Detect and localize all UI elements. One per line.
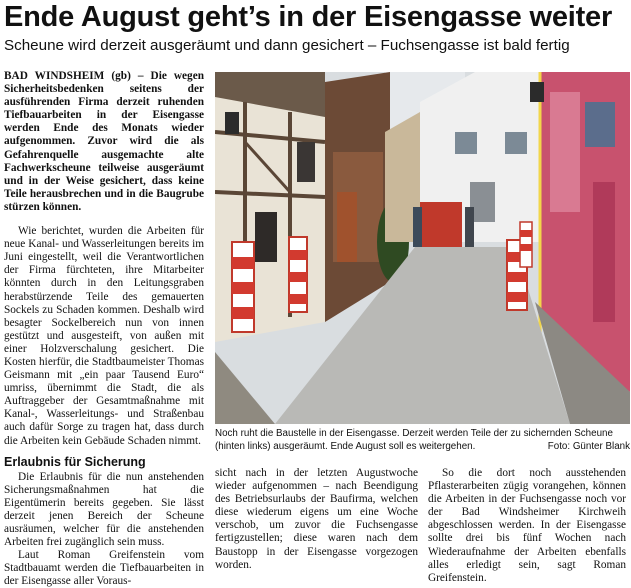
article-subheading: Erlaubnis für Sicherung xyxy=(4,454,146,469)
article-paragraph: sicht nach in der letzten Augustwoche wieder aufgenommen – nach Beendigung des Betriebsurlaubs der Baufirma, welchen diese wiederum eigens um eine Woche verschob, um zuvor die Fuchsengasse fertigzustellen; diese waren nach dem Baustopp in der Eisengasse vorgezogen worden. xyxy=(215,467,418,571)
photo-caption xyxy=(215,428,630,454)
article-paragraph: Laut Roman Greifenstein vom Stadtbauamt werden die Tiefbauarbeiten in der Eisengasse aller Voraus- xyxy=(4,549,204,588)
article-paragraph: So die dort noch ausstehenden Pflasterarbeiten zügig vorangehen, können die Arbeiten in der Fuchsengasse noch vor der Bad Windsheimer Kirchweih abgeschlossen werden. In der Eisengasse sollte drei bis fünf Wochen nach Wiederaufnahme der Arbeiten ebenfalls alles erledigt sein, sagt Roman Greifenstein. xyxy=(428,467,626,584)
photo-credit: Foto: Günter Blank xyxy=(547,440,630,452)
article-paragraph: Die Erlaubnis für die nun anstehenden Sicherungsmaßnahmen hat die Eigentümerin bereits gegeben. Sie lässt derzeit jenen Bereich der Scheune ausräumen, welcher für die anstehenden Arbeiten frei zugänglich sein muss. xyxy=(4,470,204,549)
article-paragraph: Wie berichtet, wurden die Arbeiten für neue Kanal- und Wasserleitungen bereits im Juni eingestellt, weil die Verantwortlichen der Firma fürchteten, ihre Mitarbeiter könnten durch in den Leitungsgraben herabstürzende Teile des gemauerten Sockels zu Schaden kommen. Deshalb wird besagter Sockelbereich nun von innen gestützt und ausgesteift, von außen mit einer Holzverschalung gesichert. Die Kosten hierfür, die Stadtbaumeister Thomas Geismann mit „ein paar Tausend Euro“ umriss, übernimmt die Stadt, die als Auftraggeber der Gesamtmaßnahme mit Kanal-, Wasserleitungs- und Straßenbau auch dafür Sorge zu tragen hat, dass durch die Arbeiten kein Gebäude Schaden nimmt. xyxy=(4,225,204,447)
text-column-1 xyxy=(4,70,204,588)
text-column-3 xyxy=(428,467,626,585)
article-headline: Ende August geht’s in der Eisengasse weiter xyxy=(4,1,613,33)
article-subheadline: Scheune wird derzeit ausgeräumt und dann gesichert – Fuchsengasse ist bald fertig xyxy=(4,37,570,54)
street-construction-photo xyxy=(215,72,630,424)
photo-caption-text: Noch ruht die Baustelle in der Eisengasse. Derzeit werden Teile der zu sichernden Scheune (hinten links) ausgeräumt. Ende August soll es weitergehen. xyxy=(215,428,613,452)
text-column-2 xyxy=(215,467,418,572)
article-photo xyxy=(215,72,630,424)
article-lead: BAD WINDSHEIM (gb) – Die wegen Sicherheitsbedenken seitens der ausführenden Firma derzeit ruhenden Tiefbauarbeiten in der Eisengasse werden Ende des Monats wieder aufgenommen. Zuvor wird die als Gefahrenquelle ausgemachte alte Fachwerkscheune teilweise ausgeräumt und in der Weise gesichert, dass keine Teile herausbrechen und in die Baugrube stürzen können. xyxy=(4,70,204,213)
